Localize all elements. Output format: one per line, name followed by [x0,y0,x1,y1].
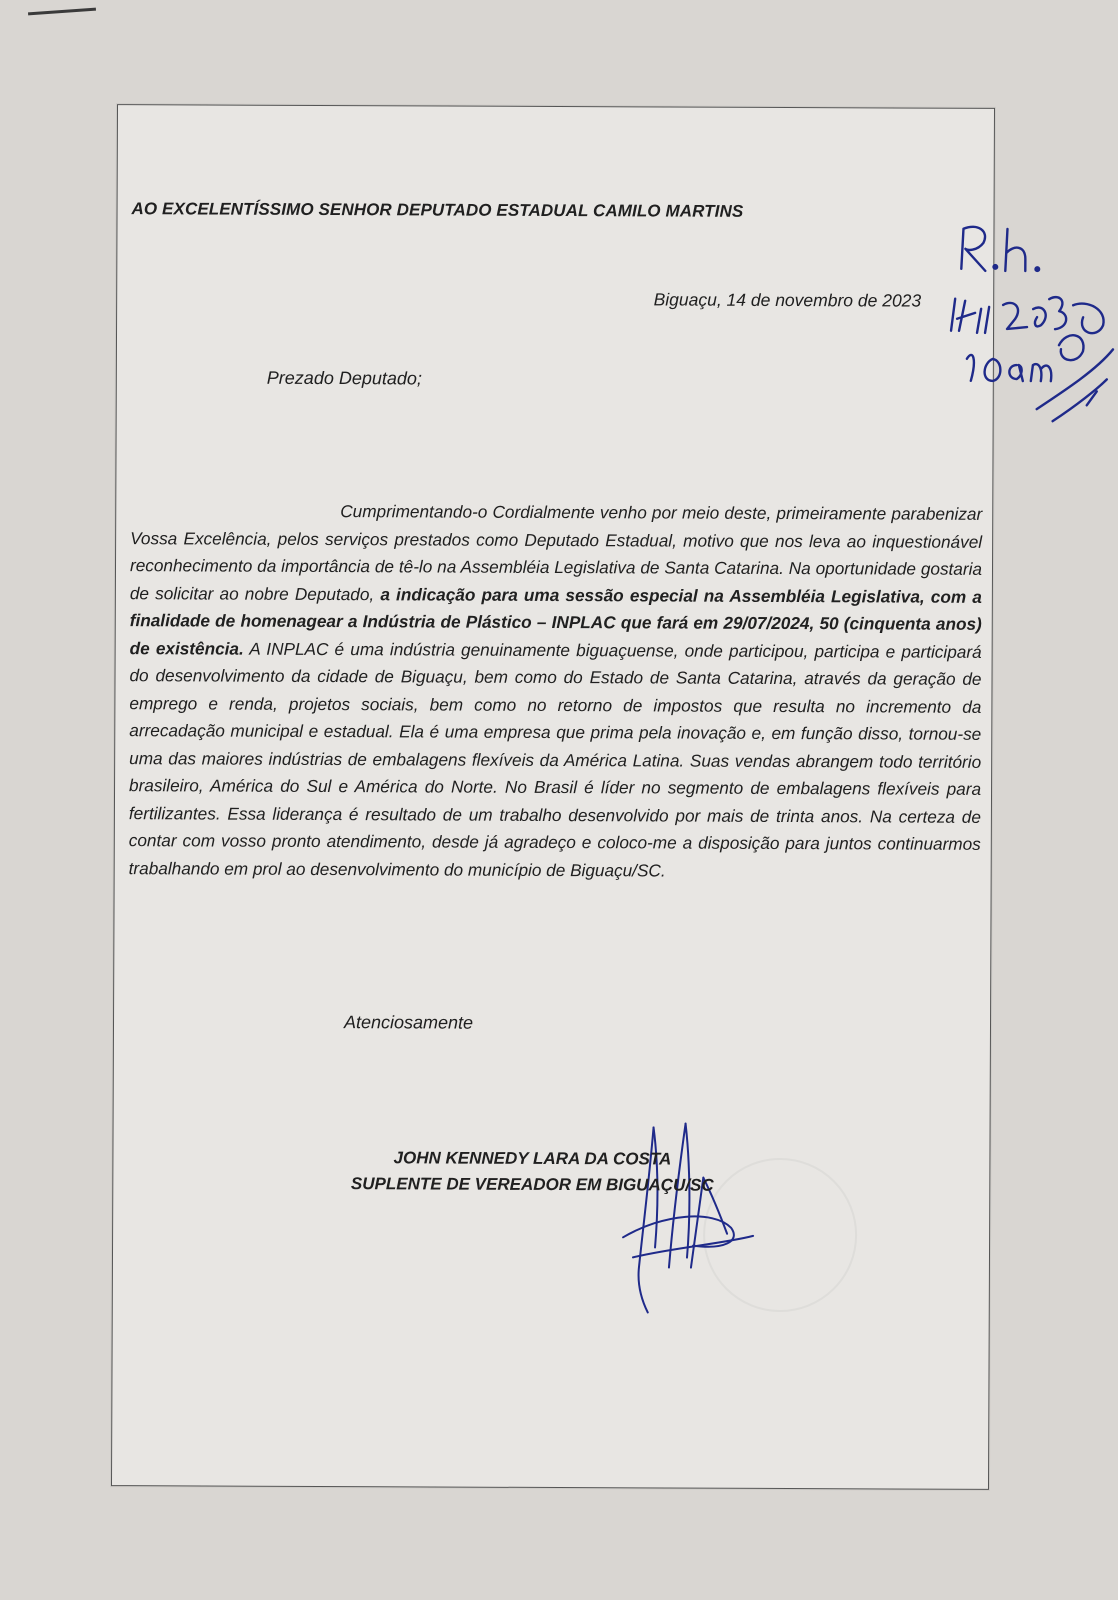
body-text-part2: A INPLAC é uma indústria genuinamente biguaçuense, onde participou, participa e participará do desenvolvimento da cidade de Biguaçu, bem como do Estado de Santa Catarina, através da geração de emprego e renda, projetos sociais, bem como no retorno de impostos que resulta no incremento da arrecadação municipal e estadual. Ela é uma empresa que prima pela inovação e, em função disso, tornou-se uma das maiores indústrias de embalagens flexíveis da América Latina. Suas vendas abrangem todo território brasileiro, América do Sul e América do Norte. No Brasil é líder no segmento de embalagens flexíveis para fertilizantes. Essa liderança é resultado de um trabalho desenvolvido por mais de trinta anos. Na certeza de contar com vosso pronto atendimento, desde já agradeço e coloco-me a disposição para juntos continuarmos trabalhando em prol ao desenvolvimento do município de Biguaçu/SC. [128,638,982,880]
date-line: Biguaçu, 14 de novembro de 2023 [653,289,922,311]
addressee-line: AO EXCELENTÍSSIMO SENHOR DEPUTADO ESTADUAL CAMILO MARTINS [131,199,744,221]
letter-body [129,497,983,886]
body-text-bold: a indicação para uma sessão especial na Assembléia Legislativa, com a finalidade de homenagear a Indústria de Plástico – INPLAC que fará em 29/07/2024, 50 (cinquenta anos) de existência. [129,583,982,659]
greeting: Prezado Deputado; [266,367,422,389]
signer-name: JOHN KENNEDY LARA DA COSTA [393,1148,672,1169]
letter-page [111,104,995,1490]
signer-title: SUPLENTE DE VEREADOR EM BIGUAÇU/SC [350,1174,714,1195]
background-mark [28,8,96,16]
body-text-part1: Cumprimentando-o Cordialmente venho por meio deste, primeiramente parabenizar Vossa Excelência, pelos serviços prestados como Deputado Estadual, motivo que nos leva ao inquestionável reconhecimento da importância de tê-lo na Assembléia Legislativa de Santa Catarina. Na oportunidade gostaria de solicitar ao nobre Deputado, [129,501,983,604]
handwritten-receipt-stamp [937,209,1118,450]
closing: Atenciosamente [343,1012,474,1033]
